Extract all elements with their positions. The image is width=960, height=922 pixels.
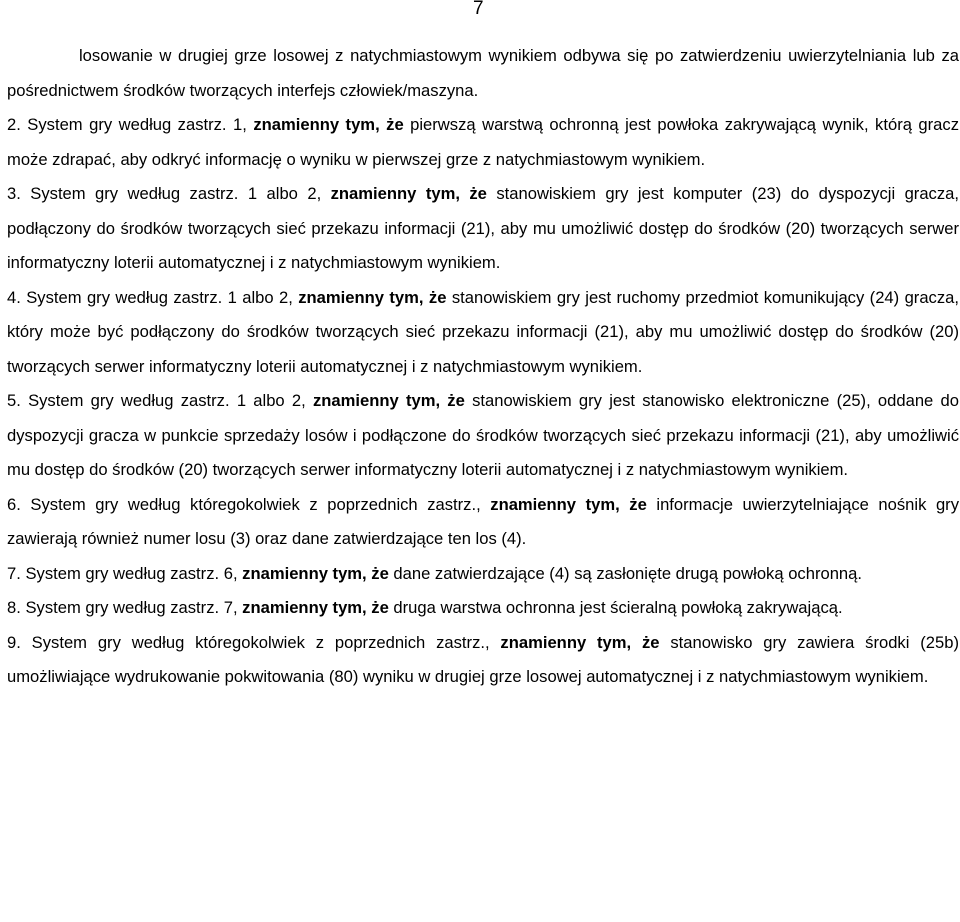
claim-prefix: 7. System gry według zastrz. 6,	[7, 563, 243, 583]
claim-body: stanowiskiem gry jest ruchomy przedmiot komunikujący (24) gracza, który może być podłączony do środków tworzących sieć przekazu informacji (21), aby mu umożliwić dostęp do środków (20) tworzących serwer informatyczny loterii automatycznej i z natychmiastowym wynikiem.	[7, 287, 959, 376]
claim-prefix: 8. System gry według zastrz. 7,	[7, 598, 243, 617]
claim-prefix: 3. System gry według zastrz. 1 albo 2,	[7, 184, 331, 203]
claim-body: dane zatwierdzające (4) są zasłonięte drugą powłoką ochronną.	[388, 563, 863, 583]
claim-keyword: znamienny tym, że	[253, 115, 404, 134]
claim-8	[7, 591, 959, 626]
claim-keyword: znamienny tym, że	[490, 494, 647, 514]
claim-4	[7, 281, 959, 385]
claim-prefix: 2. System gry według zastrz. 1,	[7, 115, 254, 134]
claim-body: pierwszą warstwą ochronną jest powłoka zakrywającą wynik, którą gracz może zdrapać, aby odkryć informację o wyniku w pierwszej grze z natychmiastowym wynikiem.	[7, 115, 959, 169]
claim-body: stanowiskiem gry jest stanowisko elektroniczne (25), oddane do dyspozycji gracza w punkcie sprzedaży losów i podłączone do środków tworzących sieć przekazu informacji (21), aby umożliwić mu dostęp do środków (20) tworzących serwer informatyczny loterii automatycznej i z natychmiastowym wynikiem.	[7, 391, 959, 479]
claim-body: stanowiskiem gry jest komputer (23) do dyspozycji gracza, podłączony do środków tworzących sieć przekazu informacji (21), aby mu umożliwić dostęp do środków (20) tworzących serwer informatyczny loterii automatycznej i z natychmiastowym wynikiem.	[7, 184, 959, 272]
claim-keyword: znamienny tym, że	[330, 184, 487, 203]
claim-prefix: 4. System gry według zastrz. 1 albo 2,	[7, 287, 299, 307]
claim-body: druga warstwa ochronna jest ścieralną powłoką zakrywającą.	[388, 598, 843, 617]
claim-6	[7, 488, 959, 557]
claim-prefix: 5. System gry według zastrz. 1 albo 2,	[7, 391, 313, 410]
claim-prefix: 9. System gry według któregokolwiek z poprzednich zastrz.,	[7, 632, 501, 652]
claim-2	[7, 108, 959, 177]
claim-keyword: znamienny tym, że	[242, 598, 389, 617]
claim-keyword: znamienny tym, że	[298, 287, 447, 307]
claim-body: stanowisko gry zawiera środki (25b) umożliwiające wydrukowanie pokwitowania (80) wyniku w drugiej grze losowej automatycznej i z natychmiastowym wynikiem.	[7, 632, 959, 686]
claim-keyword: znamienny tym, że	[500, 632, 660, 652]
claim-prefix: 6. System gry według któregokolwiek z poprzednich zastrz.,	[7, 494, 491, 514]
claim-3	[7, 177, 959, 281]
claims-text	[7, 39, 959, 695]
claim-keyword: znamienny tym, że	[242, 563, 389, 583]
claim-9	[7, 626, 959, 695]
intro-paragraph: losowanie w drugiej grze losowej z natychmiastowym wynikiem odbywa się po zatwierdzeniu uwierzytelniania lub za pośrednictwem środków tworzących interfejs człowiek/maszyna.	[7, 46, 959, 100]
page-number: 7	[473, 0, 484, 19]
claim-keyword: znamienny tym, że	[312, 391, 465, 410]
claim-body: informacje uwierzytelniające nośnik gry zawierają również numer losu (3) oraz dane zatwierdzające ten los (4).	[7, 494, 959, 548]
claim-7	[7, 557, 959, 592]
claim-5	[7, 384, 959, 488]
